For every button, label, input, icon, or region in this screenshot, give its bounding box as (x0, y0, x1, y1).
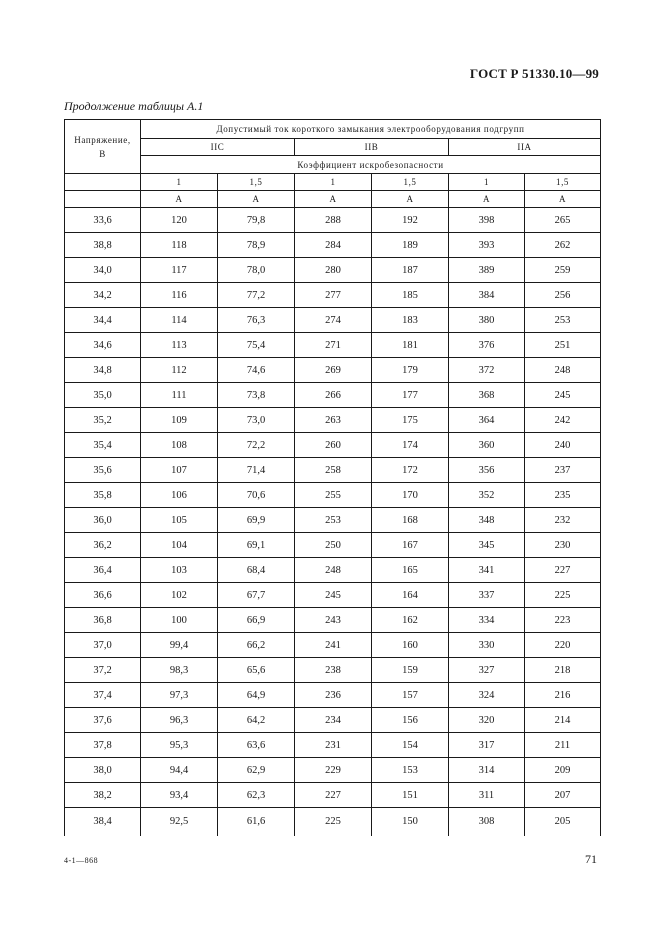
current-cell: 266 (295, 383, 372, 408)
current-cell: 61,6 (218, 808, 295, 836)
current-cell: 189 (372, 233, 449, 258)
current-cell: 114 (141, 308, 218, 333)
current-cell: 98,3 (141, 658, 218, 683)
current-cell: 103 (141, 558, 218, 583)
current-cell: 288 (295, 208, 372, 233)
current-cell: 348 (449, 508, 525, 533)
current-cell: 70,6 (218, 483, 295, 508)
current-cell: 250 (295, 533, 372, 558)
current-cell: 192 (372, 208, 449, 233)
current-cell: 251 (525, 333, 601, 358)
table-row (65, 808, 601, 836)
blank-header-cell (65, 174, 141, 191)
current-cell: 96,3 (141, 708, 218, 733)
table-row (65, 308, 601, 333)
table-row (65, 408, 601, 433)
current-cell: 159 (372, 658, 449, 683)
current-cell: 120 (141, 208, 218, 233)
current-cell: 162 (372, 608, 449, 633)
voltage-cell: 34,4 (65, 308, 141, 333)
current-cell: 232 (525, 508, 601, 533)
coef-cell: 1 (141, 174, 218, 191)
table-row (65, 633, 601, 658)
current-cell: 235 (525, 483, 601, 508)
current-cell: 168 (372, 508, 449, 533)
table-row (65, 733, 601, 758)
current-cell: 284 (295, 233, 372, 258)
current-cell: 71,4 (218, 458, 295, 483)
current-cell: 92,5 (141, 808, 218, 836)
voltage-cell: 35,0 (65, 383, 141, 408)
current-cell: 364 (449, 408, 525, 433)
table-row (65, 683, 601, 708)
current-cell: 230 (525, 533, 601, 558)
table-row (65, 383, 601, 408)
current-cell: 109 (141, 408, 218, 433)
table-row (65, 358, 601, 383)
current-cell: 153 (372, 758, 449, 783)
voltage-cell: 35,4 (65, 433, 141, 458)
current-cell: 67,7 (218, 583, 295, 608)
current-cell: 94,4 (141, 758, 218, 783)
coef-cell: 1,5 (218, 174, 295, 191)
current-cell: 243 (295, 608, 372, 633)
current-cell: 78,0 (218, 258, 295, 283)
current-cell: 260 (295, 433, 372, 458)
voltage-header-unit: В (99, 148, 106, 159)
current-cell: 69,1 (218, 533, 295, 558)
blank-header-cell (65, 191, 141, 208)
voltage-cell: 37,6 (65, 708, 141, 733)
current-cell: 258 (295, 458, 372, 483)
table-row (65, 533, 601, 558)
page-number: 71 (585, 852, 597, 866)
table-row (65, 658, 601, 683)
current-cell: 214 (525, 708, 601, 733)
current-cell: 167 (372, 533, 449, 558)
table-caption: Продолжение таблицы А.1 (64, 99, 204, 113)
voltage-cell: 38,2 (65, 783, 141, 808)
current-cell: 172 (372, 458, 449, 483)
current-cell: 93,4 (141, 783, 218, 808)
voltage-cell: 36,4 (65, 558, 141, 583)
current-cell: 107 (141, 458, 218, 483)
unit-cell: А (449, 191, 525, 208)
coef-cell: 1 (295, 174, 372, 191)
current-cell: 242 (525, 408, 601, 433)
table-row (65, 483, 601, 508)
current-cell: 248 (525, 358, 601, 383)
current-cell: 79,8 (218, 208, 295, 233)
current-cell: 216 (525, 683, 601, 708)
current-cell: 76,3 (218, 308, 295, 333)
current-cell: 259 (525, 258, 601, 283)
current-cell: 75,4 (218, 333, 295, 358)
current-cell: 218 (525, 658, 601, 683)
current-cell: 265 (525, 208, 601, 233)
current-cell: 253 (295, 508, 372, 533)
current-cell: 341 (449, 558, 525, 583)
current-cell: 65,6 (218, 658, 295, 683)
table-row (65, 283, 601, 308)
voltage-cell: 36,0 (65, 508, 141, 533)
current-cell: 174 (372, 433, 449, 458)
voltage-cell: 33,6 (65, 208, 141, 233)
current-cell: 245 (295, 583, 372, 608)
table-row (65, 558, 601, 583)
current-cell: 314 (449, 758, 525, 783)
current-cell: 227 (295, 783, 372, 808)
voltage-cell: 37,0 (65, 633, 141, 658)
current-cell: 324 (449, 683, 525, 708)
current-cell: 66,9 (218, 608, 295, 633)
short-circuit-current-table (64, 119, 601, 836)
current-cell: 256 (525, 283, 601, 308)
current-header: Допустимый ток короткого замыкания электрооборудования подгрупп (141, 120, 601, 139)
current-cell: 205 (525, 808, 601, 836)
current-cell: 116 (141, 283, 218, 308)
current-cell: 269 (295, 358, 372, 383)
unit-cell: А (141, 191, 218, 208)
voltage-column-header (65, 120, 141, 174)
current-cell: 376 (449, 333, 525, 358)
current-cell: 317 (449, 733, 525, 758)
current-cell: 384 (449, 283, 525, 308)
current-cell: 100 (141, 608, 218, 633)
current-cell: 389 (449, 258, 525, 283)
current-cell: 68,4 (218, 558, 295, 583)
current-cell: 165 (372, 558, 449, 583)
current-cell: 106 (141, 483, 218, 508)
current-cell: 181 (372, 333, 449, 358)
current-cell: 271 (295, 333, 372, 358)
current-cell: 352 (449, 483, 525, 508)
coef-cell: 1,5 (525, 174, 601, 191)
current-cell: 78,9 (218, 233, 295, 258)
current-cell: 164 (372, 583, 449, 608)
current-cell: 102 (141, 583, 218, 608)
current-cell: 99,4 (141, 633, 218, 658)
current-cell: 345 (449, 533, 525, 558)
current-cell: 175 (372, 408, 449, 433)
current-cell: 253 (525, 308, 601, 333)
table-row (65, 258, 601, 283)
current-cell: 209 (525, 758, 601, 783)
current-cell: 72,2 (218, 433, 295, 458)
current-cell: 157 (372, 683, 449, 708)
current-cell: 97,3 (141, 683, 218, 708)
current-cell: 308 (449, 808, 525, 836)
table-body (65, 208, 601, 836)
current-cell: 220 (525, 633, 601, 658)
current-cell: 223 (525, 608, 601, 633)
current-cell: 187 (372, 258, 449, 283)
group-header-iib: IIB (295, 139, 449, 156)
table-row (65, 333, 601, 358)
current-cell: 112 (141, 358, 218, 383)
current-cell: 111 (141, 383, 218, 408)
current-cell: 330 (449, 633, 525, 658)
table-row (65, 458, 601, 483)
current-cell: 170 (372, 483, 449, 508)
current-cell: 334 (449, 608, 525, 633)
current-cell: 368 (449, 383, 525, 408)
voltage-cell: 37,2 (65, 658, 141, 683)
voltage-cell: 36,8 (65, 608, 141, 633)
current-cell: 151 (372, 783, 449, 808)
voltage-cell: 35,2 (65, 408, 141, 433)
table-row (65, 208, 601, 233)
current-cell: 117 (141, 258, 218, 283)
current-cell: 280 (295, 258, 372, 283)
voltage-cell: 37,4 (65, 683, 141, 708)
voltage-cell: 38,4 (65, 808, 141, 836)
current-cell: 337 (449, 583, 525, 608)
coef-cell: 1,5 (372, 174, 449, 191)
current-cell: 177 (372, 383, 449, 408)
current-cell: 64,9 (218, 683, 295, 708)
current-cell: 372 (449, 358, 525, 383)
current-cell: 154 (372, 733, 449, 758)
current-cell: 236 (295, 683, 372, 708)
current-cell: 255 (295, 483, 372, 508)
current-cell: 237 (525, 458, 601, 483)
table-header (65, 120, 601, 208)
current-cell: 245 (525, 383, 601, 408)
current-cell: 77,2 (218, 283, 295, 308)
current-cell: 63,6 (218, 733, 295, 758)
table-row (65, 583, 601, 608)
current-cell: 231 (295, 733, 372, 758)
current-cell: 66,2 (218, 633, 295, 658)
current-cell: 160 (372, 633, 449, 658)
current-cell: 156 (372, 708, 449, 733)
current-cell: 320 (449, 708, 525, 733)
current-cell: 277 (295, 283, 372, 308)
voltage-cell: 38,0 (65, 758, 141, 783)
current-cell: 73,8 (218, 383, 295, 408)
current-cell: 150 (372, 808, 449, 836)
current-cell: 108 (141, 433, 218, 458)
current-cell: 104 (141, 533, 218, 558)
current-cell: 356 (449, 458, 525, 483)
current-cell: 118 (141, 233, 218, 258)
current-cell: 360 (449, 433, 525, 458)
unit-cell: А (525, 191, 601, 208)
voltage-header-label: Напряжение, (74, 134, 131, 145)
current-cell: 234 (295, 708, 372, 733)
voltage-cell: 35,6 (65, 458, 141, 483)
current-cell: 211 (525, 733, 601, 758)
current-cell: 73,0 (218, 408, 295, 433)
table-row (65, 708, 601, 733)
voltage-cell: 35,8 (65, 483, 141, 508)
current-cell: 207 (525, 783, 601, 808)
current-cell: 95,3 (141, 733, 218, 758)
voltage-cell: 36,2 (65, 533, 141, 558)
current-cell: 248 (295, 558, 372, 583)
voltage-cell: 34,0 (65, 258, 141, 283)
table-row (65, 758, 601, 783)
current-cell: 69,9 (218, 508, 295, 533)
current-cell: 64,2 (218, 708, 295, 733)
current-cell: 183 (372, 308, 449, 333)
group-header-iic: IIC (141, 139, 295, 156)
voltage-cell: 34,2 (65, 283, 141, 308)
voltage-cell: 34,6 (65, 333, 141, 358)
voltage-cell: 34,8 (65, 358, 141, 383)
current-cell: 262 (525, 233, 601, 258)
table-row (65, 433, 601, 458)
coefficient-header: Коэффициент искробезопасности (141, 156, 601, 174)
voltage-cell: 37,8 (65, 733, 141, 758)
current-cell: 238 (295, 658, 372, 683)
table-row (65, 608, 601, 633)
current-cell: 274 (295, 308, 372, 333)
coef-cell: 1 (449, 174, 525, 191)
unit-cell: А (372, 191, 449, 208)
unit-cell: А (295, 191, 372, 208)
current-cell: 179 (372, 358, 449, 383)
current-cell: 225 (295, 808, 372, 836)
current-cell: 185 (372, 283, 449, 308)
current-cell: 74,6 (218, 358, 295, 383)
table-row (65, 508, 601, 533)
current-cell: 380 (449, 308, 525, 333)
current-cell: 393 (449, 233, 525, 258)
voltage-cell: 36,6 (65, 583, 141, 608)
current-cell: 62,3 (218, 783, 295, 808)
table-row (65, 783, 601, 808)
current-cell: 398 (449, 208, 525, 233)
current-cell: 327 (449, 658, 525, 683)
group-header-iia: IIA (449, 139, 601, 156)
document-code: ГОСТ Р 51330.10—99 (469, 66, 599, 81)
unit-cell: А (218, 191, 295, 208)
current-cell: 263 (295, 408, 372, 433)
current-cell: 113 (141, 333, 218, 358)
voltage-cell: 38,8 (65, 233, 141, 258)
footer-code: 4-1—868 (64, 856, 99, 865)
current-cell: 311 (449, 783, 525, 808)
table-row (65, 233, 601, 258)
current-cell: 240 (525, 433, 601, 458)
current-cell: 229 (295, 758, 372, 783)
current-cell: 225 (525, 583, 601, 608)
current-cell: 227 (525, 558, 601, 583)
current-cell: 241 (295, 633, 372, 658)
current-cell: 105 (141, 508, 218, 533)
current-cell: 62,9 (218, 758, 295, 783)
